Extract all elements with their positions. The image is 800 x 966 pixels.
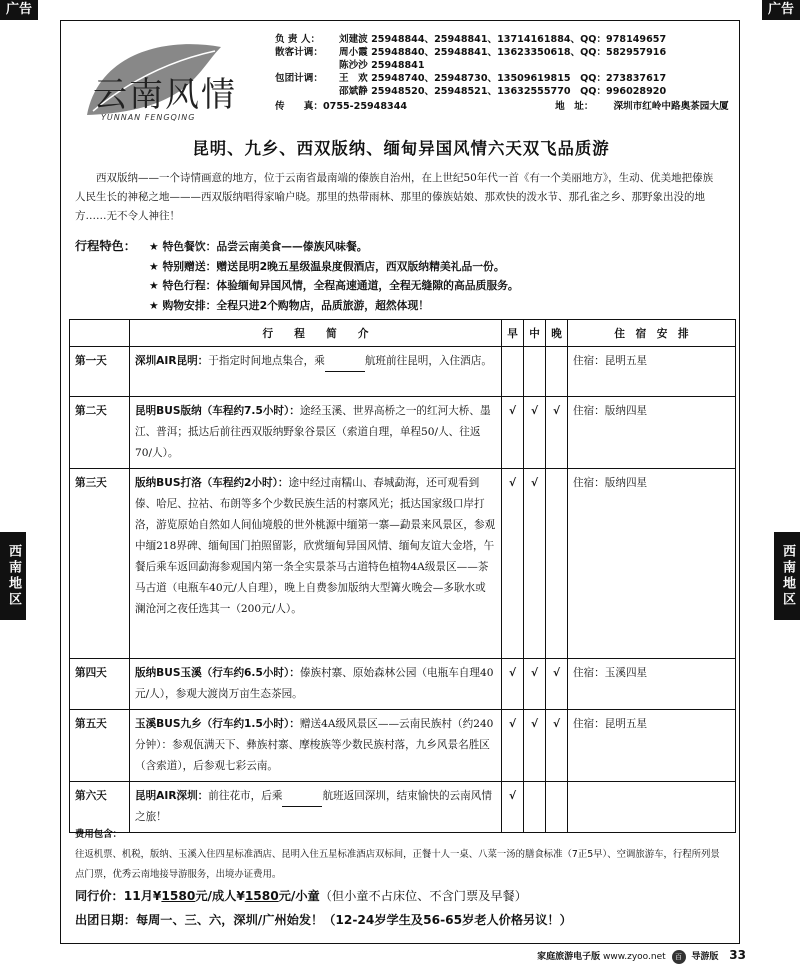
desc-cell	[130, 469, 502, 659]
meal-lunch	[524, 347, 546, 397]
contact-label	[275, 59, 339, 72]
ad-label-left: 广告	[0, 0, 38, 20]
departure-text: 每周一、三、六，深圳/广州始发！（12-24岁学生及56-65岁老人价格另议！）	[135, 913, 572, 927]
meal-lunch: √	[524, 397, 546, 469]
price-note: （但小童不占床位、不含门票及早餐）	[319, 889, 527, 903]
address: 深圳市红岭中路奥茶园大厦	[613, 101, 729, 112]
header-cell: 住 宿 安 排	[568, 320, 736, 347]
meal-lunch: √	[524, 710, 546, 782]
fax-number: 0755-25948344	[322, 101, 408, 112]
itinerary-table	[69, 319, 736, 833]
price-month: 11月	[123, 889, 153, 903]
contact-label: 包团计调：	[275, 73, 323, 84]
flight-blank	[282, 794, 322, 807]
contact-value: 周小霞 25948840、25948841、13623350618、QQ：582957916	[339, 47, 667, 58]
fees-title: 费用包含：	[75, 829, 122, 840]
child-price: 1580	[244, 889, 279, 903]
meal-dinner	[546, 347, 568, 397]
desc-cell	[130, 659, 502, 710]
page-number: 33	[729, 948, 746, 962]
table-row	[70, 710, 736, 782]
feature-line	[75, 237, 725, 257]
page-footer	[537, 948, 746, 964]
header-cell	[70, 320, 130, 347]
meal-lunch: √	[524, 469, 546, 659]
desc-text: 前往花市，后乘	[208, 790, 283, 802]
day-cell: 第二天	[70, 397, 130, 469]
header-cell: 中	[524, 320, 546, 347]
feature-line	[75, 276, 725, 296]
desc-cell	[130, 710, 502, 782]
feature-item: ★ 特别赠送：赠送昆明2晚五星级温泉度假酒店，西双版纳精美礼品一份。	[149, 259, 505, 273]
route-label: 深圳AIR昆明：	[135, 355, 209, 367]
contact-value: 王 欢 25948740、25948730、13509619815 QQ：273837617	[339, 73, 667, 84]
contact-line	[275, 72, 735, 85]
intro-paragraph: 西双版纳——一个诗情画意的地方，位于云南省最南端的傣族自治州，在上世纪50年代一首《有一个美丽地方》，生动、优美地把傣族人民生长的神秘之地———西双版纳唱得家喻户晓。那里的热带雨林、那里的傣族姑娘、那欢快的泼水节、那孔雀之乡、那野象出没的地方……无不令人神往！	[75, 172, 714, 222]
group-price	[75, 887, 725, 904]
stay-cell: 住宿：昆明五星	[568, 710, 736, 782]
logo-text: 云南风情	[93, 75, 237, 115]
contact-line	[275, 46, 735, 59]
route-label: 版纳BUS玉溪（行车约6.5小时）：	[135, 667, 300, 679]
desc-text: 途中经过南糯山、春城勐海，还可观看到傣、哈尼、拉祜、布朗等多个少数民族生活的村寨风光；抵达国家级口岸打洛，游览原始自然如人间仙境般的世外桃源中缅第一寨—勐景来风景区，参观中缅218界碑、缅甸国门拍照留影，欣赏缅甸异国风情、缅甸友谊大金塔，午餐后乘车返回勐海参观国内第一条全实景茶马古道特色植物4A级景区——茶马古道（电瓶车40元/人自理），晚上自费参加版纳大型篝火晚会—多耿水或澜沧河之夜任选其一（200元/人）。	[135, 477, 496, 615]
header-cell: 晚	[546, 320, 568, 347]
day-cell: 第三天	[70, 469, 130, 659]
features	[75, 237, 725, 315]
route-label: 版纳BUS打洛（车程约2小时）：	[135, 477, 289, 489]
day-cell: 第一天	[70, 347, 130, 397]
table-header-row	[70, 320, 736, 347]
meal-dinner: √	[546, 710, 568, 782]
route-label: 昆明AIR深圳：	[135, 790, 209, 802]
meal-breakfast: √	[502, 659, 524, 710]
route-label: 昆明BUS版纳（车程约7.5小时）：	[135, 405, 300, 417]
meal-breakfast: √	[502, 710, 524, 782]
currency-symbol: ¥	[152, 889, 162, 903]
contact-value: 陈沙沙 25948841	[339, 60, 425, 71]
fax-address-line	[275, 100, 735, 113]
day-cell: 第四天	[70, 659, 130, 710]
day-cell: 第六天	[70, 782, 130, 833]
table-row	[70, 469, 736, 659]
features-title: 行程特色：	[75, 239, 136, 253]
stay-cell: 住宿：版纳四星	[568, 469, 736, 659]
meal-breakfast: √	[502, 782, 524, 833]
currency-symbol: ¥	[236, 889, 245, 903]
feature-item: ★ 特色行程：体验缅甸异国风情，全程高速通道，全程无缝隙的高品质服务。	[149, 279, 519, 292]
meal-dinner: √	[546, 397, 568, 469]
magazine-name: 家庭旅游电子版	[537, 952, 601, 962]
contact-line	[275, 33, 735, 46]
day-cell: 第五天	[70, 710, 130, 782]
desc-text: 航班前往昆明，入住酒店。	[364, 355, 492, 367]
region-tab-left: 西南地区	[0, 532, 26, 620]
contact-value: 刘建波 25948844、25948841、13714161884、QQ：978149657	[339, 34, 667, 45]
stay-cell: 住宿：玉溪四星	[568, 659, 736, 710]
desc-text: 于指定时间地点集合，乘	[208, 355, 325, 367]
contact-label: 负 责 人：	[275, 34, 321, 45]
intro	[75, 169, 723, 226]
meal-breakfast: √	[502, 397, 524, 469]
desc-cell	[130, 347, 502, 397]
desc-text: 途经玉溪、世界高桥之一的红河大桥、墨江、普洱；抵达后前往西双版纳野象谷景区（索道自理，单程50/人、往返70/人）。	[135, 405, 491, 459]
contact-line	[275, 59, 735, 72]
magazine-url: www.zyoo.net	[603, 952, 666, 962]
contact-value: 邵斌静 25948520、25948521、13632555770 QQ：996028920	[339, 86, 667, 97]
meal-dinner: √	[546, 659, 568, 710]
header-cell: 早	[502, 320, 524, 347]
desc-cell	[130, 397, 502, 469]
table-row	[70, 397, 736, 469]
flight-blank	[325, 359, 365, 372]
fees-section	[75, 825, 725, 885]
ad-frame	[60, 20, 740, 944]
desc-text: 赠送4A级风景区——云南民族村（约240分钟）：参观佤满天下、彝族村寨、摩梭族等少数民族村落，九乡风景名胜区（含索道），后参观七彩云南。	[135, 718, 494, 772]
meal-breakfast: √	[502, 469, 524, 659]
adult-price: 1580	[161, 889, 196, 903]
page-title: 昆明、九乡、西双版纳、缅甸异国风情六天双飞品质游	[192, 139, 610, 158]
region-tab-right: 西南地区	[774, 532, 800, 620]
fees-text: 往返机票、机税，版纳、玉溪入住四星标准酒店、昆明入住五星标准酒店双标间，正餐十人一桌、八菜一汤的膳食标准（7正5早）、空调旅游车，行程所列景点门票，优秀云南地接导游服务，出境办证费用。	[75, 849, 720, 880]
fax-label: 传 真：	[275, 101, 323, 112]
logo-pinyin: YUNNAN FENGQING	[101, 113, 196, 122]
feature-line	[75, 257, 725, 277]
departure-dates	[75, 911, 725, 928]
child-unit: 元/小童	[278, 889, 320, 903]
feature-item: ★ 购物安排：全程只进2个购物店，品质旅游，超然体现！	[149, 298, 430, 312]
table-row	[70, 347, 736, 397]
contact-label	[275, 85, 339, 98]
desc-text: 航班返回深圳，结束愉快的云南风情之旅！	[135, 790, 492, 823]
feature-line	[75, 296, 725, 316]
section-badge-icon: 百	[672, 950, 686, 964]
header-cell: 行 程 简 介	[130, 320, 502, 347]
route-label: 玉溪BUS九乡（行车约1.5小时）：	[135, 718, 300, 730]
contact-label: 散客计调：	[275, 47, 323, 58]
meal-dinner	[546, 469, 568, 659]
meal-lunch: √	[524, 659, 546, 710]
section-name: 导游版	[691, 952, 719, 962]
feature-item: ★ 特色餐饮：品尝云南美食——傣族风味餐。	[149, 240, 368, 253]
departure-label: 出团日期：	[75, 913, 136, 927]
meal-breakfast	[502, 347, 524, 397]
desc-text: 傣族村寨、原始森林公园（电瓶车自理40元/人），参观大渡岗万亩生态茶园。	[135, 667, 494, 700]
price-label: 同行价：	[75, 889, 124, 903]
stay-cell: 住宿：版纳四星	[568, 397, 736, 469]
table-row	[70, 659, 736, 710]
logo	[79, 41, 259, 131]
address-label: 地 址：	[555, 101, 594, 112]
adult-unit: 元/成人	[195, 889, 237, 903]
stay-cell: 住宿：昆明五星	[568, 347, 736, 397]
ad-label-right: 广告	[762, 0, 800, 20]
contact-line	[275, 85, 735, 98]
contact-block	[275, 33, 735, 113]
